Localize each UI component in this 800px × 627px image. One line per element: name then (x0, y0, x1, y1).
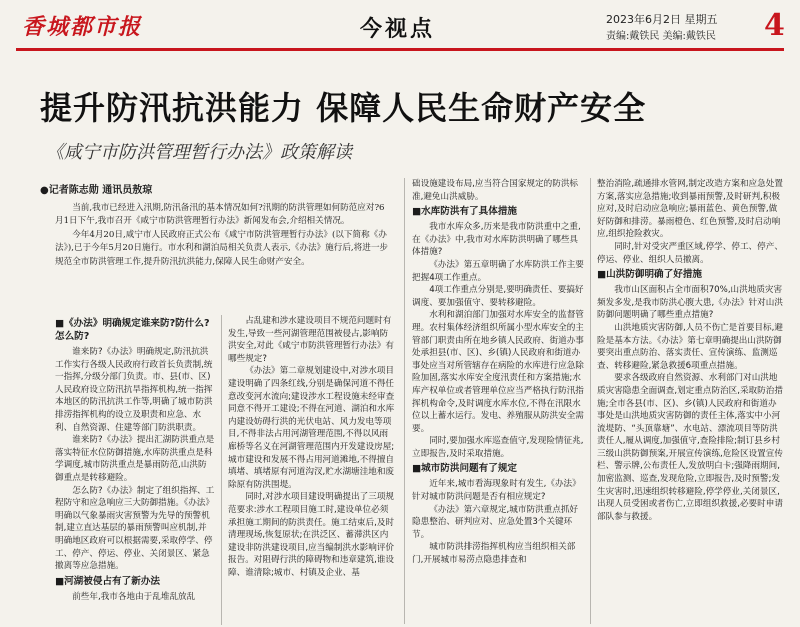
section-heading: ■水库防洪有了具体措施 (412, 206, 518, 218)
editor-credits: 责编:戴铁民 美编:戴铁民 (606, 31, 716, 42)
paragraph: 怎么防?《办法》制定了组织指挥、工程防守和应急响应三大防御措施。《办法》明确以气象暴雨灾害预警为先导的预警机制,建立直达基层的暴雨预警叫应机制,并明确地区政府可以根据需要,采取停学、停工、停产、停运、停业、关闭景区、紧急撤离等应急措施。 (55, 485, 215, 572)
article-intro (55, 202, 390, 269)
section-heading: ■河湖被侵占有了新办法 (55, 575, 161, 587)
article-byline: ●记者陈志勋 通讯员敖琼 (40, 185, 153, 196)
paragraph: 4项工作重点分别是,要明确责任、要搞好调度、要加强值守、要转移避险。 (412, 285, 584, 308)
column-divider (590, 178, 591, 624)
paragraph: 整治消险,疏通排水管网,制定改造方案和应急处置方案,落实应急措施;收到暴雨预警,及时研判,积极应对,及时启动应急响应;暴雨蓝色、黄色预警,做好防御和排涝。暴雨橙色、红色预警,及时启动响应,组织抢险救灾。 (597, 179, 783, 240)
paragraph: 占乱建和涉水建设项目不规范问题时有发生,导致一些河湖管理范围被侵占,影响防洪安全,对此《咸宁市防洪管理暂行办法》有哪些规定? (228, 316, 395, 364)
article-column-2 (228, 315, 395, 625)
issue-date: 2023年6月2日 星期五 (606, 13, 718, 26)
page-number: 4 (764, 8, 785, 43)
intro-paragraph: 今年4月20日,咸宁市人民政府正式公布《咸宁市防洪管理暂行办法》(以下简称《办法》),已于今年5月20日施行。市水利和湖泊局相关负责人表示,《办法》施行后,将进一步规范全市防洪管理工作,提升防汛抗洪能力,保障人民生命财产安全。 (55, 229, 389, 267)
paragraph: 谁来防?《办法》明确规定,防汛抗洪工作实行各级人民政府行政首长负责制,统一指挥,分级分部门负责。市、县(市、区)人民政府设立防汛抗旱指挥机构,统一指挥本地区的防汛抗洪工作等,明确了城市防洪排涝指挥机构的设立及职责和应急、水利、自然资源、住建等部门防洪职责。 (55, 347, 213, 433)
intro-paragraph: 当前,我市已经进入汛期,防汛备汛的基本情况如何?汛期的防洪管理如何防范应对?6月1日下午,我市召开《咸宁市防洪管理暂行办法》新闻发布会,介绍相关情况。 (55, 203, 385, 227)
paragraph: 《办法》第六章规定,城市防洪重点抓好隐患整治、研判应对、应急处置3个关键环节。 (412, 504, 579, 540)
paragraph: 同时,针对受灾严重区域,停学、停工、停产、停运、停业、组织人员撤离。 (597, 241, 783, 265)
section-heading: ■城市防洪问题有了规定 (412, 463, 518, 475)
masthead (0, 0, 800, 52)
article-column-4 (597, 178, 785, 625)
paragraph: 要求各级政府自然资源、水利部门对山洪地质灾害隐患全面调查,划定重点防治区,采取防治措施;全市各县(市、区)、乡(镇)人民政府和街道办事处是山洪地质灾害防御的责任主体,落实中小河流堤防、“头顶靠塘”、水电站、漂流项目等防洪责任人,履从调度,加强值守,查险排险;制订县乡村三级山洪防御预案,开展宣传演练,危险区设置宣传栏、警示牌,公布责任人,发放明白卡;强降雨期间,加密监测、巡查,发现危险,立即报告,及时预警;发生灾害时,迅速组织转移避险,停学停业,关闭景区,出现人员受困或者伤亡,立即组织救援,必要时申请部队参与救援。 (597, 373, 783, 522)
section-heading: ■《办法》明确规定谁来防?防什么?怎么防? (55, 318, 210, 342)
paragraph: 《办法》第五章明确了水库防洪工作主要把握4项工作重点。 (412, 259, 584, 283)
paragraph: 同时,要加强水库巡查值守,发现险情征兆,立即报告,及时采取措施。 (412, 436, 584, 459)
article-headline: 提升防汛抗洪能力 保障人民生命财产安全 (40, 89, 647, 127)
paragraph: 谁来防?《办法》提出汇湖防洪重点是落实特征水位防御措施,水库防洪重点是科学调度,城市防洪重点是暴雨防范,山洪防御重点是转移避险。 (55, 435, 215, 483)
paragraph: 近年来,城市看海现象时有发生,《办法》针对城市防洪问题是否有相应规定? (412, 479, 581, 503)
article-column-1 (55, 315, 215, 625)
paragraph: 《办法》第二章规划建设中,对涉水项目建设明确了四条红线,分别是确保河道不得任意改变河水流向;建设涉水工程设施未经审查同意不得开工建设;不得在河道、湖泊和水库内建设妨碍行洪的光伏电站、风力发电等项目,不得非法占用河湖管理范围,不得以风雨廊桥等名义在河湖管理范围内开发建设房屋;城市建设和发展不得占用河道滩地,不得擅自填堵、填堵原有河道沟汊,贮水湖塘洼地和废除原有防洪围堤。 (228, 366, 395, 490)
paragraph: 前些年,我市各地由于乱堆乱放乱 (72, 591, 196, 602)
paragraph: 我市山区面积占全市面积70%,山洪地质灾害频发多发,是我市防洪心腹大患,《办法》针对山洪防御问题明确了哪些重点措施? (597, 285, 783, 321)
column-divider (404, 178, 405, 624)
newspaper-name: 香城都市报 (22, 14, 143, 40)
section-title: 今视点 (360, 17, 436, 42)
paragraph: 我市水库众多,历来是我市防洪重中之重,在《办法》中,我市对水库防洪明确了哪些具体措施? (412, 222, 581, 258)
section-heading: ■山洪防御明确了好措施 (597, 269, 703, 281)
paragraph: 同时,对涉水项目建设明确提出了三项规范要求:涉水工程项目施工时,建设单位必须承担施工期间的防洪责任。施工结束后,及时清理现场,恢复原状;在洪泛区、蓄滞洪区内建设非防洪建设项目,应当编制洪水影响评价报告。对阻碍行洪的障碍物和违章建筑,谁设障、谁清除;城市、村镇及企业、基 (228, 492, 395, 578)
paragraph: 城市防洪排涝指挥机构应当组织相关部门,开展城市易涝点隐患排查和 (412, 542, 576, 566)
paragraph: 山洪地质灾害防御,人员不伤亡是首要目标,避险是基本方法。《办法》第七章明确提出山洪防御要突出重点防治、落实责任、宣传演练、监测巡查、转移避险,紧急救援6项重点措施。 (597, 322, 783, 371)
masthead-divider (16, 48, 784, 51)
paragraph: 水利和湖泊部门加强对水库安全的监督管理。农村集体经济组织所属小型水库安全的主管部门职责由所在地乡镇人民政府、街道办事处承担县(市、区)、乡(镇)人民政府和街道办事处应当对所管辖存在病险的水库进行应急除险加固,落实水库安全度汛责任和方案措施;水库产权单位或者管理单位应当严格执行防汛指挥机构命令,及时调度水库水位,不得在汛限水位以上蓄水运行。发电、养殖服从防洪安全需要。 (412, 310, 584, 434)
article-column-3 (412, 178, 584, 625)
paragraph: 础设施建设布局,应当符合国家规定的防洪标准,避免山洪威胁。 (412, 179, 579, 202)
article-subheadline: 《咸宁市防洪管理暂行办法》政策解读 (46, 142, 352, 163)
column-divider (221, 315, 222, 625)
